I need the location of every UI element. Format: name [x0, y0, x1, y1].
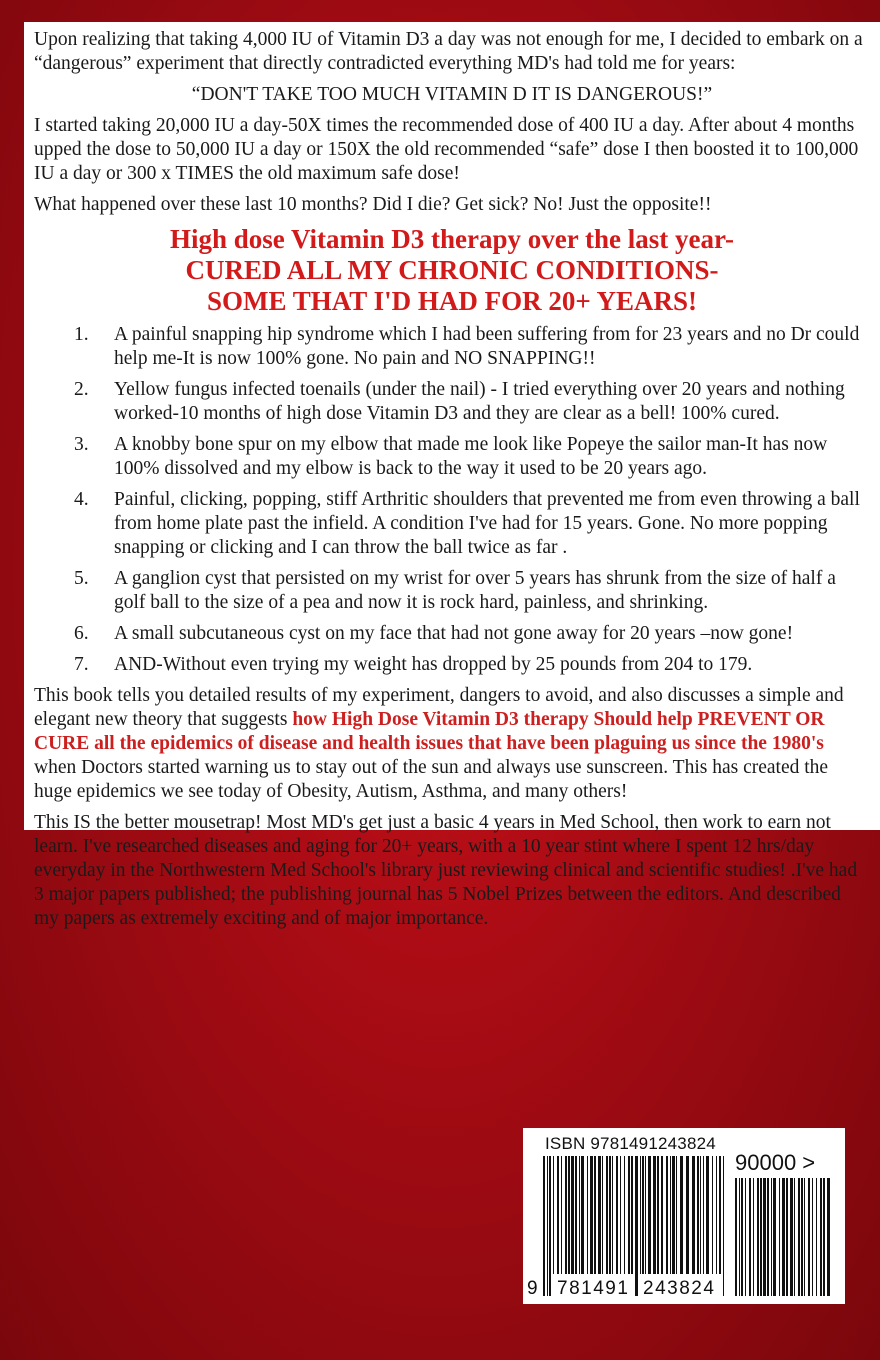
barcode-bar — [549, 1156, 551, 1296]
book-paragraph-start: This book tells you detailed results of my experiment, dangers to avoid, and also discusses a simple and elegant new theory that suggests — [34, 685, 844, 730]
dose-paragraph: I started taking 20,000 IU a day-50X times the recommended dose of 400 IU a day. After about 4 months upped the dose to 50,000 IU a day or 150X the old recommended “safe” dose I then boosted it to 100,000 IU a day or 300 x TIMES the old maximum safe dose! — [34, 115, 859, 184]
barcode-bar — [579, 1156, 580, 1274]
barcode-bar — [786, 1178, 788, 1296]
description-panel — [24, 22, 880, 929]
barcode-bar — [561, 1156, 562, 1274]
barcode-bar — [616, 1156, 618, 1274]
list-number: 3. — [74, 434, 89, 455]
barcode-bar — [657, 1156, 659, 1274]
barcode-bar — [703, 1156, 704, 1274]
list-number: 6. — [74, 623, 89, 644]
headline-line: SOME THAT I'D HAD FOR 20+ YEARS! — [207, 286, 697, 316]
list-item — [34, 323, 870, 371]
barcode-bar — [590, 1156, 593, 1274]
barcode-bar — [782, 1178, 785, 1296]
barcode-bar — [741, 1178, 743, 1296]
barcode-bar — [735, 1178, 737, 1296]
barcode-bar — [749, 1178, 751, 1296]
barcode-bar — [692, 1156, 695, 1274]
barcode-bar — [620, 1156, 621, 1274]
list-text: A ganglion cyst that persisted on my wrist for over 5 years has shrunk from the size of half a golf ball to the size of a pea and now it is rock hard, painless, and shrinking. — [114, 568, 836, 613]
list-text: Painful, clicking, popping, stiff Arthritic shoulders that prevented me from even throwing a ball from home plate past the infield. A condition I've had for 15 years. Gone. No more popping snapping or clicking and I can throw the ball twice as far . — [114, 489, 860, 558]
list-text: A knobby bone spur on my elbow that made me look like Popeye the sailor man-It has now 100% dissolved and my elbow is back to the way it used to be 20 years ago. — [114, 434, 828, 479]
barcode-bar — [686, 1156, 689, 1274]
barcode-bar — [812, 1178, 813, 1296]
barcode-bar — [716, 1156, 717, 1274]
list-item — [34, 433, 870, 481]
barcode-bar — [808, 1178, 810, 1296]
list-item — [34, 378, 870, 426]
barcode-bar — [757, 1178, 759, 1296]
barcode-bar — [700, 1156, 701, 1274]
barcode-bar — [670, 1156, 671, 1274]
barcode-bar — [706, 1156, 709, 1274]
barcode-bar — [598, 1156, 601, 1274]
barcode-bar — [719, 1156, 721, 1274]
list-text: A small subcutaneous cyst on my face that had not gone away for 20 years –now gone! — [114, 623, 794, 644]
book-paragraph-end: when Doctors started warning us to stay out of the sun and always use sunscreen. This has created the huge epidemics we see today of Obesity, Autism, Asthma, and many others! — [34, 757, 829, 802]
barcode-bar — [672, 1156, 675, 1274]
isbn-barcode-icon — [543, 1156, 727, 1296]
barcode-bar — [648, 1156, 651, 1274]
list-number: 2. — [74, 379, 89, 400]
barcode-bar — [723, 1156, 724, 1296]
barcode-bar — [653, 1156, 656, 1274]
headline-line: CURED ALL MY CHRONIC CONDITIONS- — [185, 255, 719, 285]
barcode-bar — [553, 1156, 554, 1274]
barcode-box — [523, 1128, 845, 1304]
list-text: AND-Without even trying my weight has dropped by 25 pounds from 204 to 179. — [114, 654, 753, 675]
barcode-bar — [571, 1156, 574, 1274]
barcode-bar — [773, 1178, 776, 1296]
headline — [34, 224, 870, 317]
barcode-bar — [697, 1156, 699, 1274]
question-paragraph: What happened over these last 10 months? Did I die? Get sick? No! Just the opposite!! — [34, 194, 712, 215]
list-number: 7. — [74, 654, 89, 675]
list-number: 5. — [74, 568, 89, 589]
barcode-bar — [801, 1178, 803, 1296]
barcode-bar — [763, 1178, 766, 1296]
price-barcode-icon — [735, 1178, 831, 1296]
warning-quote: “DON'T TAKE TOO MUCH VITAMIN D IT IS DANGEROUS!” — [191, 84, 713, 105]
barcode-bar — [624, 1156, 625, 1274]
barcode-bar — [753, 1178, 754, 1296]
barcode-bar — [543, 1156, 545, 1296]
barcode-bar — [631, 1156, 633, 1274]
barcode-bar — [816, 1178, 817, 1296]
closing-paragraph: This IS the better mousetrap! Most MD's get just a basic 4 years in Med School, then work to earn not learn. I've researched diseases and aging for 20+ years, with a 10 year stint where I spent 12 hrs/day everyday in the Northwestern Med School's library just reviewing clinical and scientific studies! .I've had 3 major papers published; the publishing journal has 5 Nobel Prizes between the editors. And described my papers as extremely exciting and of major importance. — [34, 812, 858, 929]
barcode-bar — [680, 1156, 683, 1274]
barcode-bar — [804, 1178, 805, 1296]
barcode-bar — [712, 1156, 713, 1274]
price-code: 90000 > — [735, 1150, 816, 1175]
barcode-bar — [568, 1156, 570, 1274]
barcode-bar — [612, 1156, 613, 1274]
barcode-bar — [823, 1178, 825, 1296]
list-number: 4. — [74, 489, 89, 510]
headline-line: High dose Vitamin D3 therapy over the last year- — [170, 224, 734, 254]
barcode-bar — [827, 1178, 830, 1296]
barcode-bar — [820, 1178, 822, 1296]
list-item — [34, 488, 870, 560]
barcode-bar — [767, 1178, 769, 1296]
barcode-bar — [645, 1156, 646, 1274]
barcode-bar — [779, 1178, 780, 1296]
intro-paragraph: Upon realizing that taking 4,000 IU of Vitamin D3 a day was not enough for me, I decided to embark on a “dangerous” experiment that directly contradicted everything MD's had told me for years: — [34, 29, 863, 74]
barcode-bar — [666, 1156, 668, 1274]
barcode-digits-right: 243824 — [643, 1278, 716, 1299]
barcode-bar — [771, 1178, 772, 1296]
barcode-bar — [565, 1156, 567, 1274]
list-item — [34, 567, 870, 615]
barcode-bar — [575, 1156, 577, 1274]
isbn-label: ISBN 9781491243824 — [545, 1134, 716, 1153]
list-text: A painful snapping hip syndrome which I had been suffering from for 23 years and no Dr could help me-It is now 100% gone. No pain and NO SNAPPING!! — [114, 324, 860, 369]
barcode-bar — [635, 1156, 638, 1296]
barcode-bar — [745, 1178, 746, 1296]
list-item — [34, 622, 870, 646]
barcode-bar — [640, 1156, 641, 1274]
barcode-bar — [794, 1178, 795, 1296]
barcode-bar — [661, 1156, 663, 1274]
list-number: 1. — [74, 324, 89, 345]
barcode-bar — [557, 1156, 559, 1274]
list-item — [34, 653, 870, 677]
barcode-bar — [547, 1156, 548, 1296]
barcode-bar — [676, 1156, 677, 1274]
barcode-bar — [587, 1156, 588, 1274]
barcode-digits-left: 781491 — [557, 1278, 630, 1299]
barcode-digit-first: 9 — [527, 1278, 540, 1299]
barcode-bar — [760, 1178, 762, 1296]
book-paragraph-highlight: how High Dose Vitamin D3 therapy Should help PREVENT OR CURE all the epidemics of disease and health issues that have been plaguing us since the 1980's — [34, 709, 825, 754]
barcode-bar — [606, 1156, 608, 1274]
list-text: Yellow fungus infected toenails (under the nail) - I tried everything over 20 years and nothing worked-10 months of high dose Vitamin D3 and they are clear as a bell! 100% cured. — [114, 379, 845, 424]
barcode-bar — [642, 1156, 644, 1274]
barcode-bar — [628, 1156, 630, 1274]
conditions-list — [34, 323, 870, 677]
barcode-bar — [739, 1178, 740, 1296]
book-paragraph — [34, 684, 870, 804]
barcode-bar — [602, 1156, 603, 1274]
barcode-bar — [581, 1156, 584, 1274]
barcode-bar — [609, 1156, 611, 1274]
barcode-bar — [798, 1178, 800, 1296]
barcode-bar — [594, 1156, 596, 1274]
barcode-bar — [790, 1178, 793, 1296]
